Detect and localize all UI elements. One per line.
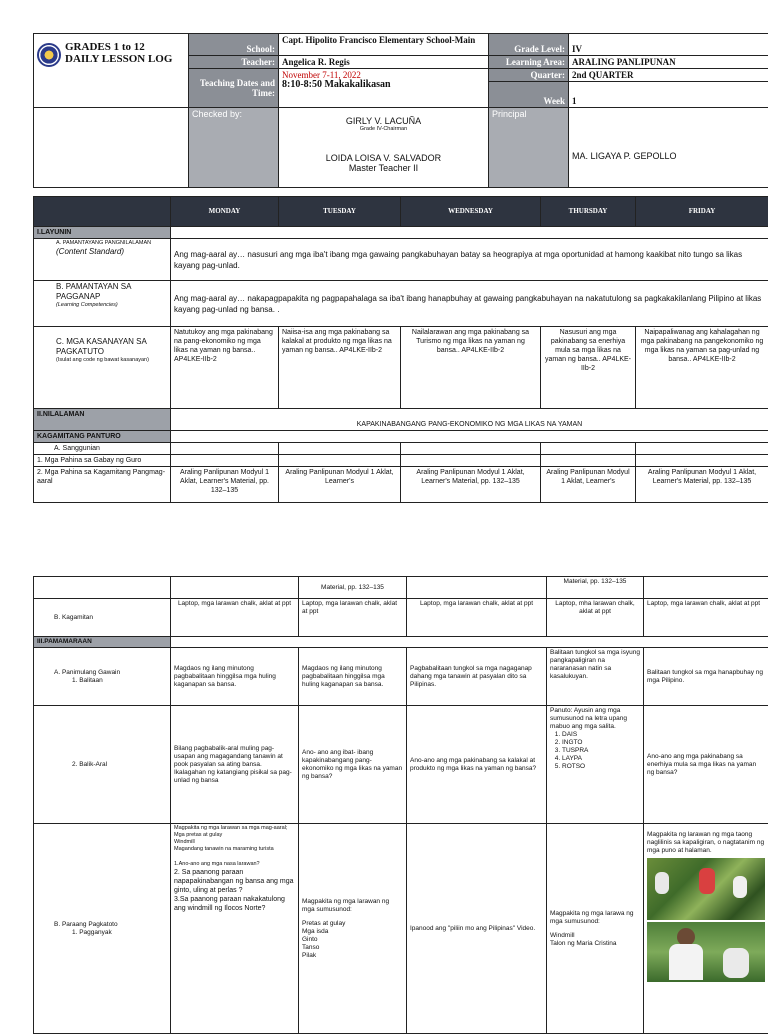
kagamitan-thursday: Laptop, mha larawan chalk, aklat at ppt bbox=[547, 599, 644, 637]
school-label: School: bbox=[189, 34, 279, 56]
balitaan-monday: Magdaos ng ilang minutong pagbabalitaan hinggilsa mga huling kaganapan sa bansa. bbox=[171, 648, 299, 706]
panimula-label: A. Panimulang Gawain bbox=[54, 669, 167, 677]
balik-thursday bbox=[547, 706, 644, 824]
list-item: Tanso bbox=[302, 944, 403, 952]
corner-cell bbox=[34, 197, 171, 227]
layunin-blank bbox=[171, 227, 768, 239]
pag-mon-line6: 2. Sa paanong paraan napapakinabangan ng bansa ang mga ginto, uling at perlas ? bbox=[174, 868, 295, 895]
dates-value: November 7-11, 2022 bbox=[282, 70, 485, 80]
kagamitan-monday: Laptop, mga larawan chalk, aklat at ppt bbox=[171, 599, 299, 637]
list-item: 1. DAIS bbox=[562, 731, 640, 739]
pag-fri-text: Magpakita ng larawan ng mga taong naglilinis sa kapaligiran, o nagtatanim ng mga puno at halaman. bbox=[647, 831, 765, 855]
teacher-label: Teacher: bbox=[189, 56, 279, 69]
kasanayan-sub: (Isulat ang code ng bawat kasanayan) bbox=[56, 357, 167, 364]
quarter-label: Quarter: bbox=[489, 69, 569, 82]
balik-monday: Bilang pagbabalik-aral muling pag-usapan ang magagandang tanawin at pook pasyalan sa ating bansa. Ikalagahan ng katangiang pisikal sa pag-unlad ng bansa bbox=[171, 706, 299, 824]
principal-label: Principal bbox=[489, 108, 569, 188]
list-item: Pilak bbox=[302, 952, 403, 960]
kagamitan-wednesday: Laptop, mga larawan chalk, aklat at ppt bbox=[407, 599, 547, 637]
balitaan-label: 1. Balitaan bbox=[54, 677, 167, 685]
pag-mon-line3: Windmill bbox=[174, 839, 295, 846]
mt-role: Master Teacher II bbox=[282, 163, 485, 173]
pag-mon-line1: Magpakita ng mga larawan sa mga mag-aaral; bbox=[174, 825, 295, 832]
balik-wednesday: Ano-ano ang mga pakinabang sa kalakal at produkto ng mga likas na yaman ng bansa? bbox=[407, 706, 547, 824]
balik-label: 2. Balik-Aral bbox=[34, 706, 171, 824]
pagganap-sub: (Learning Competencies) bbox=[56, 302, 167, 309]
layunin-heading: I.LAYUNIN bbox=[34, 227, 171, 239]
pamamaraan-heading: III.PAMAMARAAN bbox=[34, 637, 171, 648]
cont-thursday: Material, pp. 132–135 bbox=[547, 577, 644, 599]
blank-cell bbox=[34, 108, 189, 188]
week-label: Week bbox=[489, 82, 569, 108]
title-cell bbox=[34, 34, 189, 108]
kagamitan-friday: Laptop, mga larawan chalk, aklat at ppt bbox=[644, 599, 768, 637]
title-line2: DAILY LESSON LOG bbox=[37, 53, 185, 65]
grade-label: Grade Level: bbox=[489, 34, 569, 56]
pamantayang-label-cell bbox=[34, 239, 171, 281]
kagamitan-heading: KAGAMITANG PANTURO bbox=[34, 431, 171, 443]
pahina-tuesday: Araling Panlipunan Modyul 1 Aklat, Learner's bbox=[279, 467, 401, 503]
pag-tue-intro: Magpakita ng mga larawan ng mga sumusunod: bbox=[302, 898, 403, 914]
pahina-friday: Araling Panlipunan Modyul 1 Aklat, Learner's Material, pp. 132–135 bbox=[636, 467, 768, 503]
list-item: Windmill bbox=[550, 932, 640, 940]
kasanayan-label: C. MGA KASANAYAN SA PAGKATUTO bbox=[56, 337, 167, 357]
mt-name: LOIDA LOISA V. SALVADOR bbox=[282, 153, 485, 163]
balitaan-friday: Balitaan tungkol sa mga hanapbuhay ng mga Pilipino. bbox=[644, 648, 768, 706]
pagganap-label: B. PAMANTAYAN SA PAGGANAP bbox=[56, 282, 167, 302]
balik-thursday-intro: Panuto: Ayusin ang mga sumusunod na letra upang mabuo ang mga salita. bbox=[550, 707, 640, 731]
nilalaman-heading: II.NILALAMAN bbox=[34, 409, 171, 431]
time-value: 8:10-8:50 Makakalikasan bbox=[282, 80, 485, 90]
pagganyak-monday bbox=[171, 824, 299, 1034]
pahina-thursday: Araling Panlipunan Modyul 1 Aklat, Learner's bbox=[541, 467, 636, 503]
day-thursday: THURSDAY bbox=[541, 197, 636, 227]
list-item: Ginto bbox=[302, 936, 403, 944]
gabay-label: 1. Mga Pahina sa Gabay ng Guro bbox=[34, 455, 171, 467]
kasanayan-monday: Natutukoy ang mga pakinabang na pang-ekonomiko ng mga likas na yaman ng bansa.. AP4LKE-IIb-2 bbox=[171, 327, 279, 409]
balitaan-tuesday: Magdaos ng ilang minutong pagbabalitaan hinggilsa mga huling kaganapan sa bansa. bbox=[299, 648, 407, 706]
list-item: 2. INGTO bbox=[562, 739, 640, 747]
kasanayan-label-cell bbox=[34, 327, 171, 409]
day-tuesday: TUESDAY bbox=[279, 197, 401, 227]
kagamitan-b-label: B. Kagamitan bbox=[34, 599, 171, 637]
photo-planting bbox=[647, 858, 765, 920]
sanggunian-label: A. Sanggunian bbox=[34, 443, 171, 455]
kasanayan-friday: Naipapaliwanag ang kahalagahan ng mga pakinabang na pangekonomiko ng mga likas na yaman sa pag-unlad ng bansa.. AP4LKE-IIb-2 bbox=[636, 327, 768, 409]
list-item: Talon ng Maria Cristina bbox=[550, 940, 640, 948]
week-value: 1 bbox=[569, 82, 768, 108]
checker-name: GIRLY V. LACUÑA bbox=[282, 116, 485, 126]
dates-cell bbox=[279, 69, 489, 108]
list-item: Pretas at gulay bbox=[302, 920, 403, 928]
pagganap-text: Ang mag-aaral ay… nakapagpapakita ng pagpapahalaga sa iba't ibang hanapbuhay at gawaing pangkabuhayan na nakatutulong sa pagkakakilanlang Pilipino at likas kayang pag-unlad ng bansa. . bbox=[171, 281, 768, 327]
lesson-table-continued bbox=[33, 576, 768, 1034]
area-value: ARALING PANLIPUNAN bbox=[569, 56, 768, 69]
nilalaman-text: KAPAKINABANGANG PANG-EKONOMIKO NG MGA LIKAS NA YAMAN bbox=[171, 409, 768, 431]
quarter-value: 2nd QUARTER bbox=[569, 69, 768, 82]
pamantayang-text: Ang mag-aaral ay… nasusuri ang mga iba't ibang mga gawaing pangkabuhayan batay sa heograpiya at mga oportunidad at hamong kaakibat nito tungo sa likas kayang pag-unlad. bbox=[171, 239, 768, 281]
pag-thu-intro: Magpakita ng mga larawa ng mga sumusunod: bbox=[550, 910, 640, 926]
teacher-value: Angelica R. Regis bbox=[279, 56, 489, 69]
kasanayan-thursday: Nasusuri ang mga pakinabang sa enerhiya mula sa mga likas na yaman ng bansa.. AP4LKE-IIb-2 bbox=[541, 327, 636, 409]
pag-mon-line2: Mga pretas at gulay bbox=[174, 832, 295, 839]
school-value: Capt. Hipolito Francisco Elementary School-Main bbox=[279, 34, 489, 56]
day-monday: MONDAY bbox=[171, 197, 279, 227]
day-wednesday: WEDNESDAY bbox=[401, 197, 541, 227]
day-friday: FRIDAY bbox=[636, 197, 768, 227]
paraan-cell bbox=[34, 824, 171, 1034]
pagganap-label-cell bbox=[34, 281, 171, 327]
cont-tuesday: Material, pp. 132–135 bbox=[299, 577, 407, 599]
lesson-table bbox=[33, 196, 768, 503]
kagamitan-tuesday: Laptop, mga larawan chalk, aklat at ppt bbox=[299, 599, 407, 637]
pagganyak-thursday bbox=[547, 824, 644, 1034]
principal-cell bbox=[569, 108, 768, 188]
list-item: 4. LAYPA bbox=[562, 755, 640, 763]
list-item: 5. ROTSO bbox=[562, 763, 640, 771]
pagganyak-label: 1. Pagganyak bbox=[54, 929, 167, 937]
pagganyak-friday bbox=[644, 824, 768, 1034]
pahina-label: 2. Mga Pahina sa Kagamitang Pangmag-aaral bbox=[34, 467, 171, 503]
header-table bbox=[33, 33, 768, 188]
photo-cleaning bbox=[647, 922, 765, 982]
pag-mon-line4: Magandang tanawin na maraming turista bbox=[174, 846, 295, 853]
deped-seal-icon bbox=[37, 43, 61, 67]
pamantayang-sub: (Content Standard) bbox=[56, 247, 167, 257]
balitaan-wednesday: Pagbabalitaan tungkol sa mga nagaganap dahang mga tanawin at pasyalan dito sa Pilipinas. bbox=[407, 648, 547, 706]
kasanayan-tuesday: Naiisa-isa ang mga pakinabang sa kalakal at produkto ng mga likas na yaman ng bansa.. AP4LKE-IIb-2 bbox=[279, 327, 401, 409]
pahina-wednesday: Araling Panlipunan Modyul 1 Aklat, Learner's Material, pp. 132–135 bbox=[401, 467, 541, 503]
balik-friday: Ano-ano ang mga pakinabang sa enerhiya mula sa mga likas na yaman ng bansa? bbox=[644, 706, 768, 824]
list-item: 3. TUSPRA bbox=[562, 747, 640, 755]
panimula-cell bbox=[34, 648, 171, 706]
dates-label: Teaching Dates and Time: bbox=[189, 69, 279, 108]
scramble-list bbox=[550, 731, 640, 771]
kasanayan-wednesday: Nailalarawan ang mga pakinabang sa Turismo ng mga likas na yaman ng bansa.. AP4LKE-IIb-2 bbox=[401, 327, 541, 409]
pamantayang-label: A. PAMANTAYANG PANGNILALAMAN bbox=[56, 240, 167, 247]
checker-cell bbox=[279, 108, 489, 188]
pagganyak-wednesday: Ipanood ang "piliin mo ang Pilipinas" Video. bbox=[407, 824, 547, 1034]
list-item: Mga isda bbox=[302, 928, 403, 936]
pag-mon-line5: 1.Ano-ano ang mga nasa larawan? bbox=[174, 861, 295, 868]
pag-mon-line7: 3.Sa paanong paraan nakakatulong ang windmill ng Ilocos Norte? bbox=[174, 895, 295, 913]
area-label: Learning Area: bbox=[489, 56, 569, 69]
checker-role: Grade IV-Chairman bbox=[282, 126, 485, 133]
paraan-label: B. Paraang Pagkatoto bbox=[54, 921, 167, 929]
principal-name: MA. LIGAYA P. GEPOLLO bbox=[572, 151, 765, 161]
pagganyak-tuesday bbox=[299, 824, 407, 1034]
grade-value: IV bbox=[569, 34, 768, 56]
title-line1: GRADES 1 to 12 bbox=[37, 41, 185, 53]
checked-label: Checked by: bbox=[189, 108, 279, 188]
pahina-monday: Araling Panlipunan Modyul 1 Aklat, Learner's Material, pp. 132–135 bbox=[171, 467, 279, 503]
balitaan-thursday: Balitaan tungkol sa mga isyung pangkapaligiran na nararanasan natin sa kasalukuyan. bbox=[547, 648, 644, 706]
kagamitan-blank bbox=[171, 431, 768, 443]
balik-tuesday: Ano- ano ang ibat- ibang kapakinabangang pang-ekonomiko ng mga likas na yaman ng bansa? bbox=[299, 706, 407, 824]
